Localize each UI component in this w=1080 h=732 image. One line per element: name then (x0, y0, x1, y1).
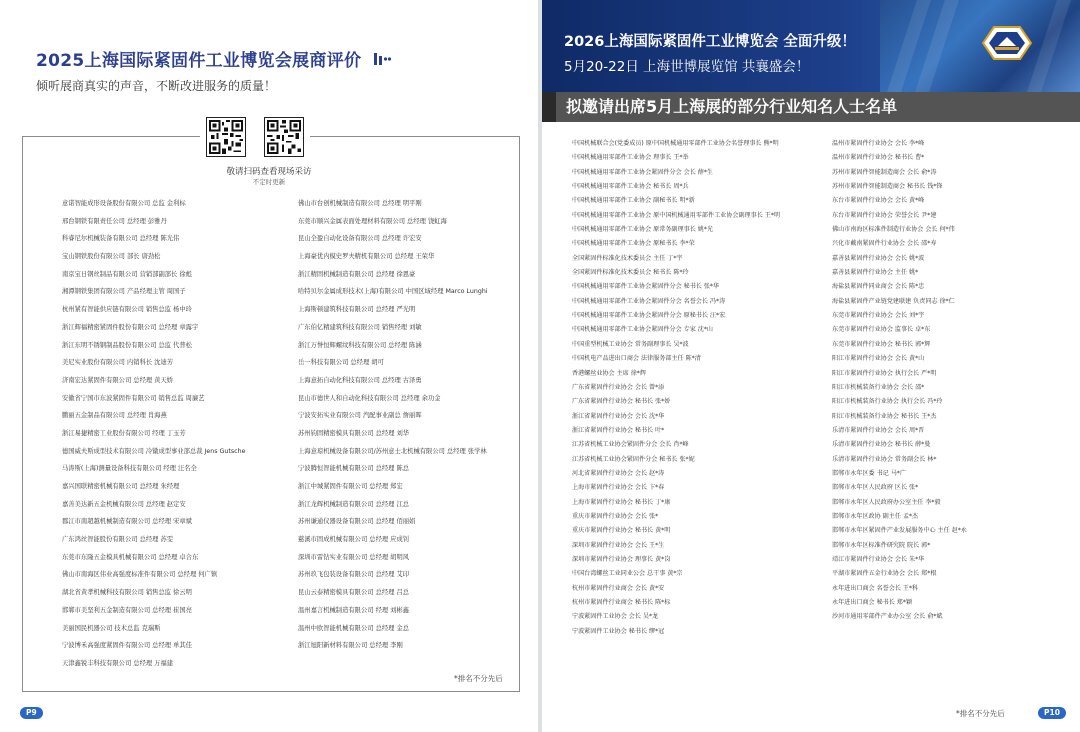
exhibitor-item: 邯郸市美坚利五金制造有限公司 总经理 崔国亮 (62, 606, 192, 614)
left-page-p9 (0, 0, 538, 732)
exhibitor-item: 佛山市台创机械制造有限公司 总经理 明平刚 (298, 200, 422, 207)
exhibitor-item: 昆山市德世人和自动化科技有限公司 总经理 余功金 (298, 394, 441, 402)
guest-item: 中国机械通用零部件工业协会紧固件分会 名誉会长 冯*涛 (572, 297, 726, 305)
guest-item: 中国机械通用零部件工业协会 原中国机械通用零部件工业协会副理事长 王*明 (572, 211, 781, 219)
exhibitor-item: 慈溪市固成机械有限公司 总经理 应成钊 (298, 536, 410, 544)
guest-item: 海盐县紧固件同业商会 会长 陈*忠 (832, 283, 925, 291)
exhibitor-item: 杭州紧有智能供应链有限公司 销售总监 杨中玲 (62, 306, 192, 314)
exhibitor-review-title-text: 2025上海国际紧固件工业博览会展商评价 (36, 51, 362, 71)
exhibitor-item: 浙江龙辉机械制造有限公司 总经理 江总 (298, 500, 410, 508)
guest-item: 中国机械通用零部件工业协会 秘书长 周*兵 (572, 183, 689, 191)
headline-accent (542, 92, 556, 122)
page-number-badge: P9 (20, 707, 43, 719)
guest-item: 东莞市紧固件行业协会 监事长 卓*东 (832, 326, 931, 334)
guest-item: 上海市紧固件行业协会 秘书长 丁*康 (572, 498, 671, 506)
exhibitor-item: 广东伯亿精建筑科技有限公司 销售经理 刘敏 (298, 323, 422, 331)
exhibitor-item: 宝山钢铁股份有限公司 部长 唐劲松 (62, 253, 161, 261)
guest-item: 邯郸市永年区紧固件产业发展服务中心 主任 赵*永 (832, 527, 967, 535)
guest-item: 浙江省紧固件行业协会 秘书长 叶* (572, 426, 665, 434)
exhibitor-item: 上海斯顿建筑科技有限公司 总经理 严光明 (298, 306, 416, 314)
guest-item: 东台市紧固件行业协会 荣誉会长 尹*建 (832, 211, 937, 219)
exhibitor-item: 东莞市顺兴金属表面处理材料有限公司 总经理 饶虹海 (298, 217, 447, 225)
right-page-p10 (542, 0, 1080, 732)
exhibitor-item: 上海意琼机械设备有限公司/苏州意士北机械有限公司 总经理 张学林 (298, 447, 487, 455)
exhibitor-item: 浙江万誉恒辉螺纹科技有限公司 总经理 陈涵 (298, 341, 422, 349)
guest-item: 宁波紧固件工业协会 会长 吴*龙 (572, 613, 659, 621)
guest-item: 邯郸市永年区人民政府 区长 张* (832, 484, 919, 492)
guest-item: 阳江市机械装备行业协会 秘书长 王*杰 (832, 412, 937, 420)
exhibitor-item: 深圳市雷钻实业有限公司 总经理 胡明风 (298, 553, 410, 561)
exhibitor-item: 马涛斯(上海)测量设备科技有限公司 经理 汪名全 (62, 465, 197, 473)
guest-item: 中国机械通用零部件工业协会 原常务副理事长 姚*光 (572, 226, 713, 234)
exhibitor-item: 德国威夫斯成型技术有限公司 冷镦成型事业部总裁 Jens Gutsche (62, 447, 246, 455)
guest-list-column-1 (572, 137, 830, 639)
guest-item: 中国机械通用零部件工业协会紧固件分会 会长 薛*生 (572, 168, 713, 176)
exhibitor-list-column-1 (62, 195, 272, 673)
exhibitor-item: 昆山全盈自动化设备有限公司 总经理 许宏安 (298, 235, 422, 243)
exhibitor-item: 鹏丽五金制品有限公司 总经理 肖海燕 (62, 412, 167, 420)
guest-item: 中国机械通用零部件工业协会 原秘书长 李*荣 (572, 240, 695, 248)
guest-item: 平湖市紧固件五金行业协会 会长 郑*根 (832, 570, 937, 578)
guest-item: 深圳市紧固件行业协会 会长 王*生 (572, 541, 665, 549)
guest-item: 邯郸市永年区委 书记 马*广 (832, 469, 906, 477)
guest-item: 重庆市紧固件行业协会 会长 张* (572, 512, 659, 520)
exhibitor-item: 郡江市南超越机械制造有限公司 总经理 宋章斌 (62, 518, 192, 526)
guest-item: 上海市紧固件行业协会 会长 卞*春 (572, 484, 665, 492)
banner-title: 2026上海国际紧固件工业博览会 全面升级！ (564, 34, 856, 50)
page-number-badge: P10 (1038, 707, 1066, 719)
guest-item: 中国机械通用零部件工业协会 理事长 王*举 (572, 154, 689, 162)
guest-item: 阳江市机械装备行业协会 执行会长 冯*玲 (832, 398, 943, 406)
exhibitor-item: 浙江精固机械制造有限公司 总经理 徐恩豪 (298, 270, 416, 278)
banner-subtitle: 5月20-22日 上海世博展览馆 共襄盛会！ (564, 59, 810, 75)
guest-item: 邯郸市永年区政协 副主任 孟*杰 (832, 512, 919, 520)
guest-item: 阳江市紧固件行业协会 执行会长 严*明 (832, 369, 937, 377)
exhibitor-item: 苏州谦通仪器设备有限公司 总经理 佰丽娟 (298, 518, 416, 526)
exhibitor-item: 意诺智能成形设备股份有限公司 总监 金利标 (62, 200, 186, 207)
guest-item: 中国机电产品进出口商会 法律服务部主任 陈*清 (572, 355, 701, 363)
guest-item: 中国机械联合会(党委成员) 原中国机械通用零部件工业协会名誉理事长 熊*明 (572, 140, 779, 147)
exhibitor-item: 佛山市南海区伟业高强度标准件有限公司 总经理 何广镇 (62, 571, 218, 579)
exhibitor-item: 邢台钢铁有限责任公司 总经理 彭雅丹 (62, 217, 167, 225)
guest-item: 苏州市紧固件智能制造商会 会长 俞*涛 (832, 168, 937, 176)
exhibitor-item: 湘潭钢铁集团有限公司 产品经理主管 周国子 (62, 288, 186, 296)
guest-item: 宁波紧固件工业协会 秘书长 缪*冠 (572, 627, 665, 635)
guest-item: 中国重型机械工业协会 常务副理事长 吴*波 (572, 340, 689, 348)
exhibitor-item: 东莞市东隆五金模具机械有限公司 总经理 卓合东 (62, 553, 199, 561)
guest-item: 永年进出口商会 秘书长 郑*颖 (832, 599, 913, 606)
exhibitor-item: 哈特贝尔金属成形技术(上海)有限公司 中国区域经理 Marco Lunghi (298, 288, 488, 296)
exhibitor-item: 昆山云泰精密模具有限公司 总经理 吕总 (298, 589, 410, 597)
exhibitor-item: 嘉善美达新五金机械有限公司 总经理 赵定安 (62, 500, 186, 508)
qr-code-row (200, 117, 310, 157)
bars-dots-mark-icon (374, 51, 392, 71)
exhibitor-item: 天津鑫锐丰科技有限公司 总经理 万福建 (62, 659, 174, 667)
guest-item: 江苏省机械工业协会紧固件分会 会长 肖*峰 (572, 441, 689, 449)
exhibitor-item: 浙江旭阳新材料有限公司 总经理 李刚 (298, 642, 403, 650)
exhibitor-item: 济南宏达紧固件有限公司 总经理 黄天娇 (62, 376, 174, 384)
exhibitor-item: 浙江东明不锈钢制品股份有限公司 总监 代普松 (62, 341, 192, 349)
guest-item: 东莞市紧固件行业协会 会长 刘*宇 (832, 312, 925, 320)
exhibitor-item: 湖北省黄孝机械科技有限公司 销售总监 徐云明 (62, 589, 192, 597)
qr-caption: 敬请扫码查看现场采访 (226, 167, 312, 177)
exhibitor-item: 嘉兴国联精密机械有限公司 总经理 朱经理 (62, 483, 180, 490)
guest-item: 全国紧固件标准化技术委员会 主任 丁*宇 (572, 254, 683, 262)
guest-item: 广东省紧固件行业协会 秘书长 张*娇 (572, 398, 671, 406)
exhibitor-item: 浙江辉福精密紧固件股份有限公司 总经理 章露宇 (62, 323, 199, 331)
guest-item: 中国机械通用零部件工业协会紧固件分会 专家 沈*山 (572, 326, 713, 334)
qr-subcaption: 不定时更新 (252, 178, 286, 186)
guest-item: 江苏省机械工业协会紧固件分会 秘书长 张*妮 (572, 455, 695, 463)
rank-note: *排名不分先后 (956, 709, 1005, 718)
guest-item: 兴化市戴南紧固件行业协会 会长 邵*寿 (832, 240, 937, 248)
guest-item: 中国机械通用零部件工业协会紧固件分会 原秘书长 汪*宏 (572, 312, 726, 320)
expo-banner (542, 0, 1080, 92)
guest-item: 乐清市紧固件行业协会 会长 周*晋 (832, 426, 925, 434)
exhibitor-item: 美丽国民机器公司 技术总监 克瑞斯 (62, 624, 161, 632)
exhibitor-list-column-2 (298, 195, 513, 655)
guest-item: 嘉善县紧固件行业协会 会长 姚*波 (832, 254, 925, 262)
expo-logo-icon (982, 26, 1032, 60)
exhibitor-item: 温州嘉言机械制造有限公司 经理 刘彬鑫 (298, 606, 410, 614)
guest-item: 东莞市紧固件行业协会 秘书长 郭*辉 (832, 340, 931, 348)
guest-item: 阳江市机械装备行业协会 会长 邵* (832, 383, 925, 391)
guest-item: 邯郸市永年区标准件研究院 院长 郭* (832, 541, 931, 549)
guest-item: 杭州市紧固件行业商会 秘书长 陈*标 (572, 599, 671, 606)
guest-item: 沙河市通用零部件产业办公室 会长 俞*斌 (832, 613, 943, 621)
guest-item: 佛山市南海区标准件制造行业协会 会长 何*伟 (832, 226, 955, 234)
guest-item: 杭州市紧固件行业商会 会长 黄*安 (572, 584, 665, 592)
guest-list-headline: 拟邀请出席5月上海展的部分行业知名人士名单 (542, 92, 1080, 122)
guest-item: 嘉善县紧固件行业协会 主任 姚* (832, 269, 919, 277)
exhibitor-item: 温州中欧智能机械有限公司 总经理 金总 (298, 624, 410, 632)
guest-item: 河北省紧固件行业协会 会长 赵*涛 (572, 469, 665, 477)
exhibitor-item: 浙江易捷精密工业股份有限公司 经理 丁玉芳 (62, 429, 186, 437)
guest-item: 永年进出口商会 名誉会长 王*科 (832, 584, 919, 592)
guest-item: 浙江省紧固件行业协会 会长 沈*华 (572, 412, 665, 420)
guest-item: 深圳市紧固件行业协会 理事长 黄*岗 (572, 555, 671, 563)
guest-item: 全国紧固件标准化技术委员会 秘书长 陈*玲 (572, 269, 689, 277)
guest-item: 广东省紧固件行业协会 会长 曾*添 (572, 383, 665, 391)
exhibitor-item: 浙江中城紧固件有限公司 总经理 郑宏 (298, 483, 403, 490)
rank-note: *排名不分先后 (454, 674, 503, 683)
guest-item: 重庆市紧固件行业协会 秘书长 黄*明 (572, 527, 671, 535)
guest-item: 乐清市紧固件行业协会 常务副会长 林* (832, 455, 937, 463)
exhibitor-item: 广东鸿丝智能股份有限公司 总经理 苏雯 (62, 536, 174, 544)
guest-item: 香港螺丝业协会 主席 徐*辉 (572, 369, 646, 377)
qr-code-icon[interactable] (206, 117, 246, 157)
guest-item: 中国机械通用零部件工业协会紧固件分会 秘书长 张*华 (572, 283, 720, 291)
exhibitor-item: 岳一科技有限公司 总经理 胡可 (298, 359, 384, 367)
exhibitor-review-subtitle: 倾听展商真实的声音，不断改进服务的质量！ (36, 79, 277, 93)
exhibitor-item: 宁波安拓实业有限公司 汽配事业副总 詹丽晖 (298, 412, 422, 420)
qr-code-icon[interactable] (264, 117, 304, 157)
guest-item: 中国台湾螺丝工业同业公会 总干事 黄*宗 (572, 570, 683, 578)
exhibitor-item: 上海意拓自动化科技有限公司 总经理 古泽勇 (298, 376, 422, 384)
guest-item: 东台市紧固件行业协会 会长 黄*峰 (832, 197, 925, 205)
exhibitor-review-title (36, 46, 392, 71)
guest-item: 乐清市紧固件行业协会 秘书长 薛*曼 (832, 441, 931, 449)
exhibitor-item: 美尼实业股份有限公司 内销科长 沈迪芳 (62, 359, 174, 367)
guest-item: 海盐县紧固件产业链党建联建 负责同志 徐*仁 (832, 297, 955, 305)
guest-item: 邯郸市永年区人民政府办公室主任 李*毅 (832, 498, 941, 506)
guest-item: 温州市紧固件行业协会 秘书长 曹* (832, 154, 925, 162)
exhibitor-item: 科睿尼尔机械装备有限公司 总经理 陈光伟 (62, 235, 180, 243)
exhibitor-item: 安徽省宁国市东波紧固件有限公司 销售总监 周廉艺 (62, 394, 205, 402)
exhibitor-item: 苏州钧固精密模具有限公司 总经理 刘华 (298, 429, 410, 437)
guest-item: 阳江市紧固件行业协会 会长 黄*山 (832, 355, 925, 363)
exhibitor-item: 苏州玖飞包装设备有限公司 总经理 艾印 (298, 571, 410, 579)
guest-item: 温州市紧固件行业协会 会长 李*峰 (832, 140, 925, 147)
exhibitor-item: 宁波博禾高强度紧固件有限公司 总经理 单其佳 (62, 642, 192, 650)
guest-item: 中国机械通用零部件工业协会 副秘书长 明*新 (572, 197, 695, 205)
guest-item: 靖江市紧固件行业协会 会长 朱*华 (832, 555, 925, 563)
exhibitor-item: 上海豪优内模史罗夫精机有限公司 总经理 王荣华 (298, 253, 435, 261)
guest-item: 苏州市紧固件智能制造商会 秘书长 钱*锋 (832, 183, 943, 191)
exhibitor-item: 宁波腾恒智能机械有限公司 总经理 陈总 (298, 465, 410, 473)
exhibitor-item: 南京宝日钢丝制品有限公司 营销部副部长 徐彪 (62, 270, 192, 278)
guest-list-column-2 (832, 137, 1062, 625)
